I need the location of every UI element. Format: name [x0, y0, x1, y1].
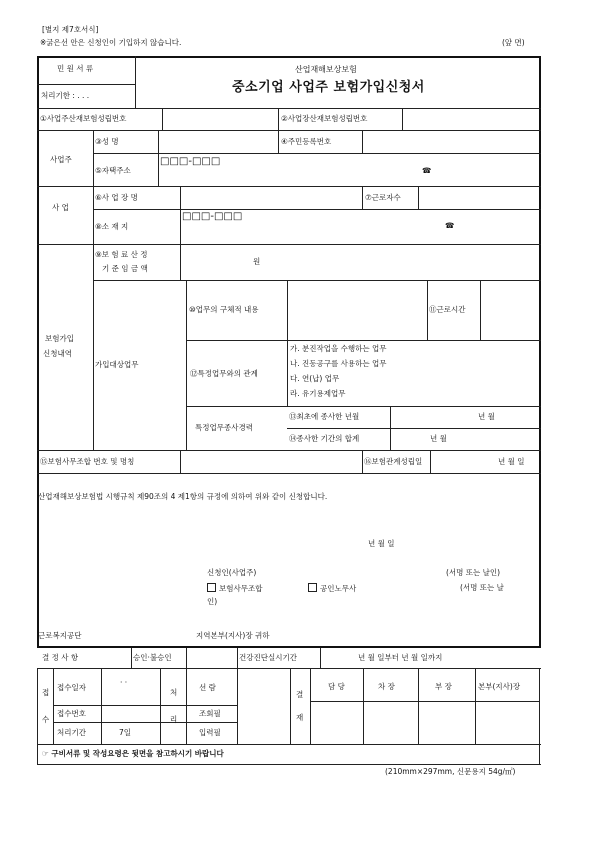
total-period-value: 년 월 [430, 434, 447, 443]
established-date-value: 년 월 일 [498, 457, 525, 466]
home-postcode-boxes: □□□-□□□ [160, 156, 221, 167]
form-title: 중소기업 사업주 보험가입신청서 [232, 80, 425, 95]
workers-count-label: ⑦근로자수 [365, 193, 401, 202]
insurance-section-label-1: 보험가입 [45, 334, 74, 343]
applicant-sign-note: (서명 또는 날인) [446, 568, 501, 577]
processing-period-label: 처리기한 : . . . [41, 91, 90, 100]
biz-postcode-boxes: □□□-□□□ [182, 211, 243, 222]
office-checkbox[interactable] [207, 583, 216, 592]
doc-type-label: 민 원 서 류 [57, 64, 94, 73]
applicant-label: 신청인(사업주) [207, 568, 257, 577]
approval-side-2: 재 [296, 713, 304, 722]
process-row-review: 선 람 [199, 683, 216, 692]
wage-unit: 원 [253, 257, 261, 266]
approval-col-head: 본부(지사)장 [478, 682, 521, 691]
receipt-side-1: 접 [42, 688, 50, 697]
approval-side-1: 결 [296, 690, 304, 699]
addressee-branch: 지역본부(지사)장 귀하 [196, 631, 270, 640]
relation-option-b: 나. 진동공구를 사용하는 업무 [290, 359, 387, 368]
exam-period-value: 년 월 일부터 년 월 일까지 [358, 653, 443, 662]
process-row-lookup: 조회필 [199, 709, 221, 718]
employer-name-label: ③성 명 [95, 137, 119, 146]
form-number: [별지 제7호서식] [42, 25, 99, 34]
wage-label-1: ⑨보 험 료 산 정 [95, 250, 148, 259]
footer-note: ☞ 구비서류 및 작성요령은 뒷면을 참고하시기 바랍니다 [42, 749, 224, 758]
declaration-statement: 산업재해보상보험법 시행규칙 제90조의 4 제1항의 규정에 의하여 위와 같이 신청합니다. [38, 492, 328, 501]
employer-section-label: 사업주 [50, 155, 72, 164]
decision-label: 결 정 사 항 [42, 653, 79, 662]
first-year-label: ⑬최초에 종사한 년월 [289, 412, 360, 421]
approval-col-deputy: 차 장 [378, 682, 395, 691]
relation-option-d: 라. 유기용제업무 [290, 389, 346, 398]
receipt-period-label: 처리기간 [57, 728, 86, 737]
notice-text: ※굵은선 안은 신청인이 기입하지 않습니다. [40, 38, 182, 47]
location-label: ⑧소 재 지 [95, 222, 129, 231]
addressee-org: 근로복지공단 [38, 631, 82, 640]
target-work-label: 가입대상업무 [95, 360, 139, 369]
home-phone-icon: ☎ [422, 166, 432, 175]
association-label: ⑮보험사무조합 번호 및 명칭 [40, 457, 135, 466]
workplace-reg-no-label: ②사업장산재보험성립번호 [281, 114, 368, 123]
receipt-side-2: 수 [42, 715, 50, 724]
first-year-value: 년 월 [478, 412, 495, 421]
receipt-date-label: 접수일자 [57, 683, 86, 692]
established-date-label: ⑯보험관계성립일 [364, 457, 423, 466]
relation-label: ⑫특정업무와의 관계 [190, 369, 258, 378]
insurance-section-label-2: 신청내역 [43, 349, 72, 358]
labor-checkbox[interactable] [308, 583, 317, 592]
process-row-input: 입력필 [199, 728, 221, 737]
office-option: 보험사무조합 [207, 583, 262, 594]
home-address-label: ⑤자택주소 [95, 166, 131, 175]
exam-period-label: 건강진단실시기간 [239, 653, 297, 662]
agent-sign-note-cont: 인) [207, 597, 218, 606]
business-section-label: 사 업 [52, 203, 69, 212]
total-period-label: ⑭종사한 기간의 합계 [289, 434, 360, 443]
approval-col-staff: 담 당 [328, 682, 345, 691]
receipt-date-mark: · · [120, 678, 128, 687]
receipt-number-label: 접수번호 [57, 709, 86, 718]
process-side-2: 리 [170, 715, 178, 724]
biz-reg-no-label: ①사업주산재보험성립번호 [40, 114, 127, 123]
work-hours-label: ⑪근로시간 [429, 305, 466, 314]
decision-approve: 승인·불승인 [133, 653, 172, 662]
resident-no-label: ④주민등록번호 [281, 137, 332, 146]
receipt-period-value: 7일 [119, 728, 132, 737]
wage-label-2: 기 준 임 금 액 [102, 264, 148, 273]
biz-name-label: ⑥사 업 장 명 [95, 193, 138, 202]
process-side-1: 처 [170, 688, 178, 697]
declaration-date: 년 월 일 [368, 539, 395, 548]
relation-option-a: 가. 분진작업을 수행하는 업무 [290, 344, 387, 353]
law-name: 산업재해보상보험 [295, 65, 357, 74]
labor-option: 공인노무사 [308, 583, 356, 594]
page-side-label: (앞 면) [502, 38, 525, 47]
job-detail-label: ⑩업무의 구체적 내용 [189, 305, 259, 314]
biz-phone-icon: ☎ [445, 221, 455, 230]
relation-option-c: 다. 연(납) 업무 [290, 374, 340, 383]
paper-spec: (210mm×297mm, 신문용지 54g/㎡) [385, 767, 516, 776]
career-label: 특정업무종사경력 [195, 423, 253, 432]
approval-col-manager: 부 장 [435, 682, 452, 691]
agent-sign-note: (서명 또는 날 [460, 583, 504, 592]
